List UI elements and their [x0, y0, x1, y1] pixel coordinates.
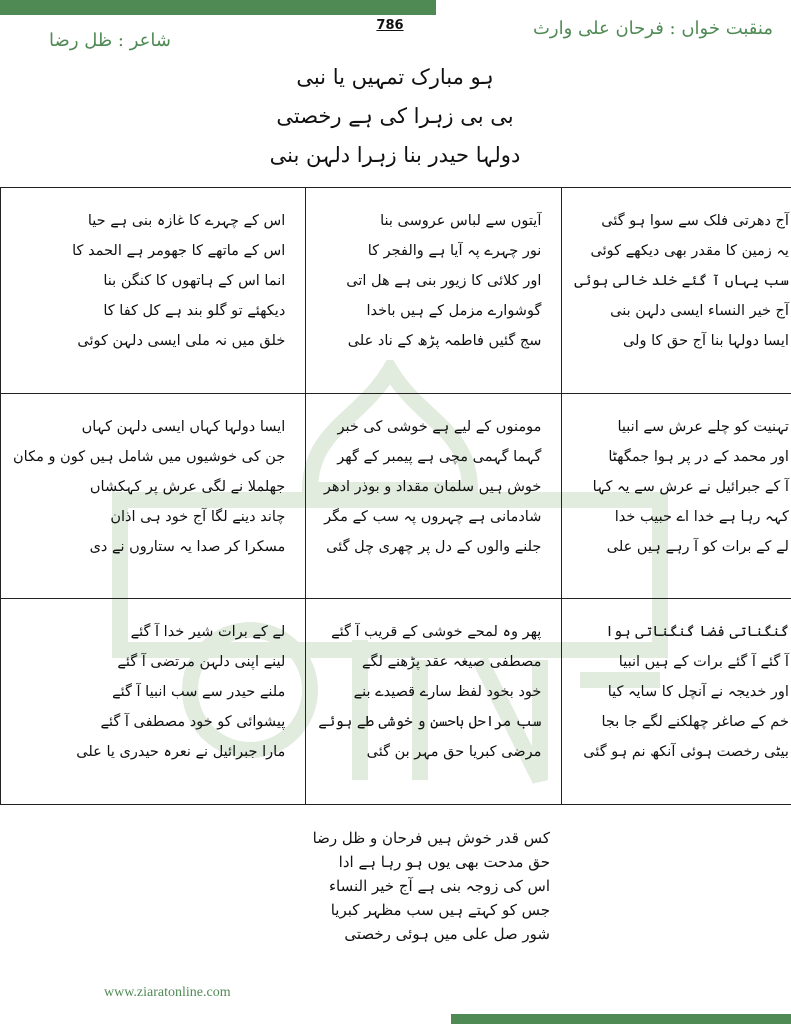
poem-title	[220, 58, 570, 175]
page-number: 786	[376, 18, 404, 33]
stanza-cell	[562, 599, 791, 805]
top-accent-bar	[0, 0, 436, 15]
verse-line: خوش ہیں سلمان مقداد و بوذر ادھر	[323, 478, 542, 495]
stanza-cell	[306, 599, 562, 805]
verse-line: آج خیر النساء ایسی دلہن بنی	[610, 303, 789, 319]
verse-line: ملنے حیدر سے سب انبیا آ گئے	[112, 684, 286, 701]
verse-line: جن کی خوشیوں میں شامل ہیں کون و مکان	[13, 448, 286, 465]
verse-line: لینے اپنی دلہن مرتضی آ گئے	[117, 654, 286, 671]
verse-line: دیکھئے تو گلو بند ہے کل کفا کا	[103, 303, 286, 319]
stanza-cell	[306, 188, 562, 394]
verse-line: حق مدحت بھی یوں ہو رہا ہے ادا	[338, 853, 550, 871]
reciter-credit: منقبت خواں : فرحان علی وارث	[532, 18, 773, 39]
title-line: ہو مبارک تمہیں یا نبی	[296, 65, 494, 89]
verse-line: جس کو کہتے ہیں سب مظہر کبریا	[330, 901, 550, 919]
stanza-cell	[306, 393, 562, 599]
stanza-cell	[1, 393, 306, 599]
stanza-cell	[562, 393, 791, 599]
stanza-cell	[562, 188, 791, 394]
verse-line: سب مراحل باحسن و خوشی طے ہوئے	[318, 714, 542, 731]
verse-line: یہ زمین کا مقدر بھی دیکھے کوئی	[590, 243, 789, 259]
verse-line: شور صل علی میں ہوئی رخصتی	[344, 925, 550, 943]
verse-line: خود بخود لفظ سارے قصیدے بنے	[353, 684, 542, 701]
verse-line: مومنوں کے لیے ہے خوشی کی خبر	[337, 418, 542, 435]
title-line: دولہا حیدر بنا زہرا دلہن بنی	[269, 143, 521, 167]
verse-line: جھلملا نے لگی عرش پر کہکشاں	[89, 478, 286, 495]
closing-stanza	[250, 826, 550, 946]
stanza-cell	[1, 599, 306, 805]
bottom-accent-bar	[451, 1014, 791, 1024]
verse-line: کہہ رہا ہے خدا اے حبیب خدا	[614, 508, 789, 525]
verse-line: اس کی زوجہ بنی ہے آج خیر النساء	[328, 877, 550, 895]
verse-line: جلنے والوں کے دل پر چھری چل گئی	[326, 538, 542, 555]
verse-line: مرضی کبریا حق مہر بن گئی	[366, 744, 542, 761]
verse-line: کس قدر خوش ہیں فرحان و ظل رضا	[312, 829, 550, 847]
verse-line: لے کے برات شیر خدا آ گئے	[130, 624, 286, 641]
verse-line: اس کے ماتھے کا جھومر ہے الحمد کا	[72, 243, 286, 259]
title-line: بی بی زہرا کی ہے رخصتی	[276, 104, 514, 128]
verse-line: اس کے چہرے کا غازہ بنی ہے حیا	[87, 213, 286, 229]
verse-line: پیشوائی کو خود مصطفی آ گئے	[100, 714, 286, 731]
verse-line: سج گئیں فاطمہ پڑھ کے ناد علی	[347, 333, 542, 349]
verse-line: آ کے جبرائیل نے عرش سے یہ کہا	[592, 478, 789, 495]
verse-line: اور محمد کے در پر ہوا جمگھٹا	[608, 448, 789, 465]
verse-line: لے کے برات کو آ رہے ہیں علی	[606, 538, 789, 555]
poet-credit: شاعر : ظل رضا	[49, 30, 171, 51]
verse-line: انما اس کے ہاتھوں کا کنگن بنا	[103, 273, 286, 289]
verse-line: نور چہرے پہ آیا ہے والفجر کا	[367, 243, 542, 259]
verse-line: خم کے صاغر چھلکنے لگے جا بجا	[601, 714, 789, 731]
verse-line: پھر وہ لمحے خوشی کے قریب آ گئے	[331, 624, 542, 641]
verse-line: ایسا دولہا کہاں ایسی دلہن کہاں	[81, 418, 286, 435]
verse-line: گوشوارے مزمل کے ہیں باخدا	[366, 303, 542, 319]
verse-line: آ گئے آ گئے برات کے ہیں انبیا	[618, 654, 789, 671]
verse-line: مسکرا کر صدا یہ ستاروں نے دی	[89, 538, 286, 555]
verse-line: مارا جبرائیل نے نعرہ حیدری یا علی	[76, 744, 286, 761]
verse-line: گہما گہمی مچی ہے پیمبر کے گھر	[337, 448, 542, 465]
verse-line: بیٹی رخصت ہوئی آنکھ نم ہو گئی	[583, 744, 789, 761]
verse-line: آج دھرتی فلک سے سوا ہو گئی	[601, 213, 789, 229]
verse-line: اور خدیجہ نے آنچل کا سایہ کیا	[607, 684, 789, 701]
verse-line: سب یہاں آ گئے خلد خالی ہوئی	[574, 273, 789, 289]
verse-line: اور کلائی کا زیور بنی ہے ھل اتی	[346, 273, 542, 289]
stanza-cell	[1, 188, 306, 394]
stanza-grid	[0, 187, 791, 805]
verse-line: خلق میں نہ ملی ایسی دلہن کوئی	[77, 333, 286, 349]
verse-line: ایسا دولہا بنا آج حق کا ولی	[622, 333, 789, 349]
website-link[interactable]: www.ziaratonline.com	[104, 985, 231, 1000]
verse-line: گنگناتی فضا گنگناتی ہوا	[605, 624, 789, 641]
verse-line: تہنیت کو چلے عرش سے انبیا	[617, 418, 789, 435]
verse-line: مصطفی صیغہ عقد پڑھنے لگے	[362, 654, 542, 671]
verse-line: چاند دینے لگا آج خود ہی اذان	[110, 508, 286, 525]
verse-line: شادمانی ہے چہروں پہ سب کے مگر	[324, 508, 542, 525]
verse-line: آیتوں سے لباس عروسی بنا	[380, 213, 542, 229]
